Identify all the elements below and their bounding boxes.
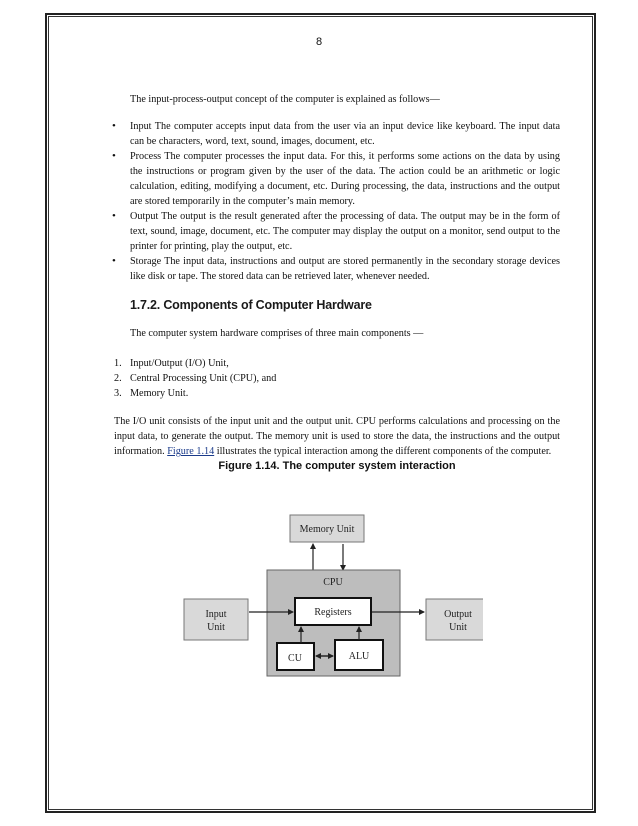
alu-label: ALU	[348, 651, 370, 662]
input-unit-label-line1: Input	[205, 609, 227, 620]
list-item	[114, 356, 560, 371]
page-number: 8	[315, 36, 323, 48]
list-item-text: Memory Unit.	[130, 388, 189, 399]
list-item	[114, 371, 560, 386]
figure-link[interactable]: Figure 1.14	[167, 446, 215, 457]
registers-label: Registers	[314, 607, 352, 618]
computer-system-diagram	[183, 512, 483, 677]
bullet-output: • Output The output is the result generated after the processing of data. The output may be in the form of text, sound, image, document, etc. The computer may display the output on a monitor, send output to the printer for printing, play the output, etc.	[114, 209, 560, 254]
io-paragraph	[114, 414, 560, 459]
list-item-number: 2.	[114, 373, 122, 384]
input-unit-label-line2: Unit	[207, 622, 225, 633]
bullet-storage: • Storage The input data, instructions and output are stored permanently in the secondary storage devices like disk or tape. The stored data can be retrieved later, whenever needed.	[114, 254, 560, 284]
io-paragraph-text: The I/O unit consists of the input unit and the output unit. CPU performs calculations and processing on the input data, to generate the output. The memory unit is used to store the data, the instructions and the output information.	[114, 416, 560, 457]
list-item-text: Central Processing Unit (CPU), and	[130, 373, 277, 384]
ipo-bullet-list	[114, 119, 560, 284]
list-item-text: Input/Output (I/O) Unit,	[130, 358, 229, 369]
cpu-label: CPU	[323, 577, 343, 588]
output-unit-label-line2: Unit	[449, 622, 467, 633]
io-paragraph-text-end: illustrates the typical interaction among the different components of the computer.	[214, 446, 552, 457]
intro-paragraph: The input-process-output concept of the computer is explained as follows—	[130, 94, 440, 105]
components-intro: The computer system hardware comprises of three main components —	[130, 328, 424, 339]
bullet-input: • Input The computer accepts input data from the user via an input device like keyboard. The input data can be characters, word, text, sound, images, document, etc.	[114, 119, 560, 149]
output-unit-label-line1: Output	[444, 609, 472, 620]
figure-caption: Figure 1.14. The computer system interaction	[218, 460, 456, 472]
page-content	[114, 92, 560, 474]
list-item-number: 1.	[114, 358, 122, 369]
bullet-process: • Process The computer processes the input data. For this, it performs some actions on the data by using the instructions or program given by the user of the data. The action could be an arithmetic or logic calculation, editing, modifying a document, etc. During processing, the data, instructions and the output are stored temporarily in the computer’s main memory.	[114, 149, 560, 209]
components-list	[114, 356, 560, 401]
memory-unit-label: Memory Unit	[299, 524, 355, 535]
list-item	[114, 386, 560, 401]
list-item-number: 3.	[114, 388, 122, 399]
section-heading: 1.7.2. Components of Computer Hardware	[130, 298, 372, 312]
cu-label: CU	[288, 653, 302, 664]
